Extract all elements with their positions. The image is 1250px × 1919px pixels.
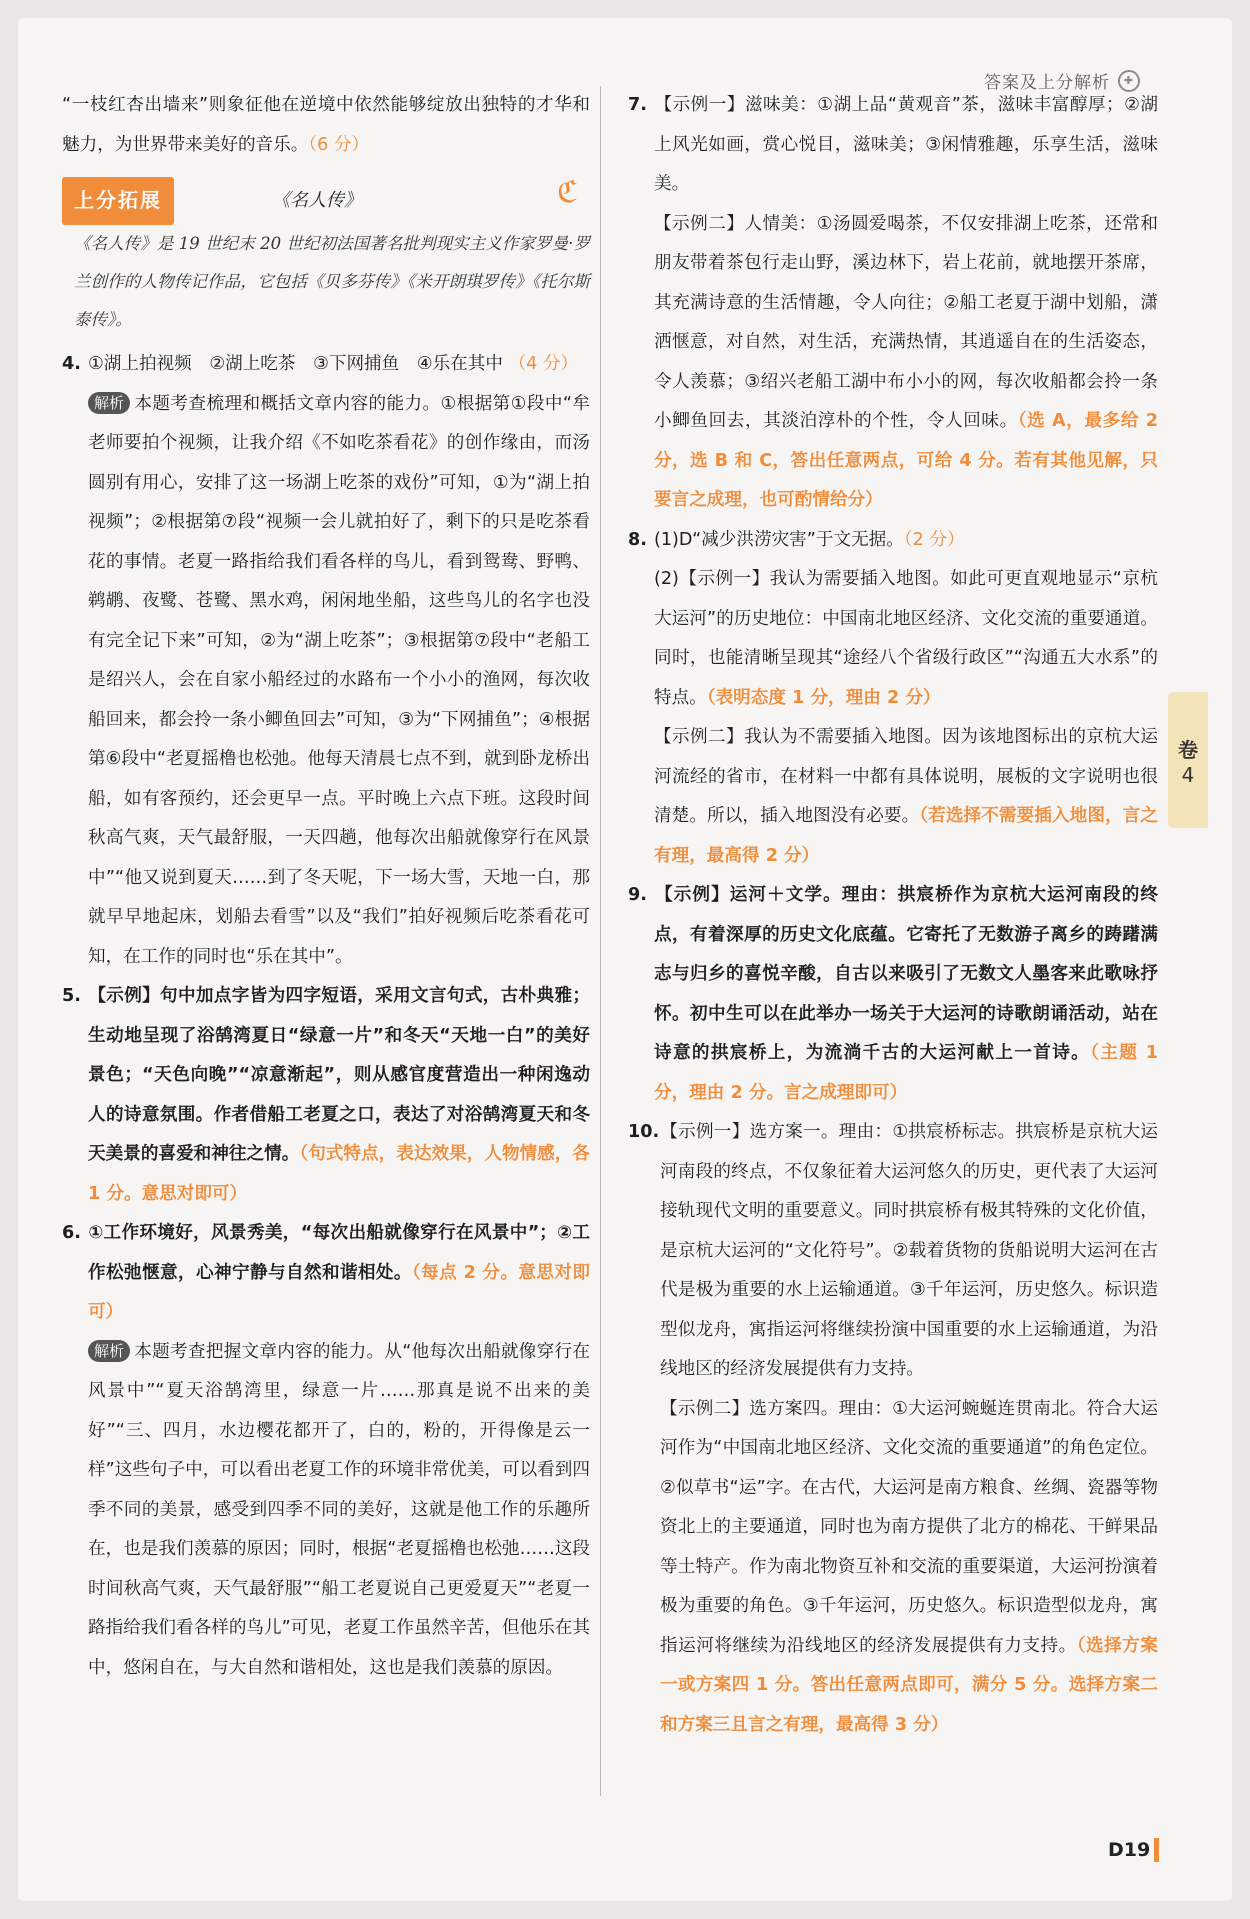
analysis-tag: 解析 [88, 392, 130, 414]
extension-text: 《名人传》是 19 世纪末 20 世纪初法国著名批判现实主义作家罗曼·罗兰创作的人物传记作品，它包括《贝多芬传》《米开朗琪罗传》《托尔斯泰传》。 [74, 234, 590, 329]
volume-label: 卷 [1178, 737, 1198, 762]
extension-header [62, 173, 590, 219]
question-4: 4. ①湖上拍视频 ②湖上吃茶 ③下网捕鱼 ④乐在其中 （4 分） [62, 354, 579, 374]
question-8-example-2: 【示例二】我认为不需要插入地图。因为该地图标出的京杭大运河流经的省市，在材料一中都有具体说明，展板的文字说明也很清楚。所以，插入地图没有必要。（若选择不需要插入地图，言之有理，最高得 2 分） [654, 727, 1158, 866]
analysis-tag: 解析 [88, 1340, 130, 1362]
volume-side-tab [1168, 692, 1208, 828]
volume-number: 4 [1181, 762, 1195, 787]
question-8: 8. (1)D“减少洪涝灾害”于文无据。（2 分） [628, 529, 965, 550]
header-title: 答案及上分解析 [984, 73, 1110, 93]
column-divider [600, 86, 601, 1796]
extension-book-title: 《名人传》 [272, 190, 362, 211]
extension-badge: 上分拓展 [62, 177, 174, 225]
swirl-icon: ℭ [556, 175, 578, 210]
page-number: D19 [1108, 1838, 1159, 1862]
right-column [628, 86, 1158, 1745]
question-6: 6. ①工作环境好，风景秀美，“每次出船就像穿行在风景中”；②工作松弛惬意，心神宁静与自然和谐相处。（每点 2 分。意思对即可） [62, 1223, 590, 1322]
continuation-paragraph: “一枝红杏出墙来”则象征他在逆境中依然能够绽放出独特的才华和魅力，为世界带来美好的音乐。（6 分） [62, 95, 590, 155]
question-8-part-2: (2)【示例一】我认为需要插入地图。如此可更直观地显示“京杭大运河”的历史地位：中国南北地区经济、文化交流的重要通道。同时，也能清晰呈现其“途经八个省级行政区”“沟通五大水系”的特点。（表明态度 1 分，理由 2 分） [654, 569, 1158, 708]
left-column [62, 86, 590, 1688]
question-6-analysis: 解析 本题考查把握文章内容的能力。从“他每次出船就像穿行在风景中”“夏天浴鹄湾里，绿意一片……那真是说不出来的美好”“三、四月，水边樱花都开了，白的，粉的，开得像是云一样”这些句子中，可以看出老夏工作的环境非常优美，可以看到四季不同的美景，感受到四季不同的美好，这就是他工作的乐趣所在，也是我们羡慕的原因；同时，根据“老夏摇橹也松弛……这段时间秋高气爽，天气最舒服”“船工老夏说自己更爱夏天”“老夏一路指给我们看各样的鸟儿”可见，老夏工作虽然辛苦，但他乐在其中，悠闲自在，与大自然和谐相处，这也是我们羡慕的原因。 [88, 1341, 590, 1678]
question-4-analysis: 解析 本题考查梳理和概括文章内容的能力。①根据第①段中“牟老师要拍个视频，让我介绍《不如吃茶看花》的创作缘由，而汤圆别有用心，安排了这一场湖上吃茶的戏份”可知，①为“湖上拍视频”；②根据第⑦段“视频一会儿就拍好了，剩下的只是吃茶看花的事情。老夏一路指给我们看各样的鸟儿，看到鸳鸯、野鸭、鹈鹕、夜鹭、苍鹭、黑水鸡，闲闲地坐船，这些鸟儿的名字也没有完全记下来”可知，②为“湖上吃茶”；③根据第⑦段中“老船工是绍兴人，会在自家小船经过的水路布一个小小的渔网，每次收船回来，都会拎一条小鲫鱼回去”可知，③为“下网捕鱼”；④根据第⑥段中“老夏摇橹也松弛。他每天清晨七点不到，就到卧龙桥出船，如有客预约，还会更早一点。平时晚上六点下班。这段时间秋高气爽，天气最舒服，一天四趟，他每次出船就像穿行在风景中”“他又说到夏天……到了冬天呢，下一场大雪，天地一白，那就早早地起床，划船去看雪”以及“我们”拍好视频后吃茶看花可知，在工作的同时也“乐在其中”。 [88, 393, 590, 967]
question-7: 7. 【示例一】滋味美：①湖上品“黄观音”茶，滋味丰富醇厚；②湖上风光如画，赏心悦目，滋味美；③闲情雅趣，乐享生活，滋味美。 [628, 95, 1158, 194]
question-7-example-2: 【示例二】人情美：①汤圆爱喝茶，不仅安排湖上吃茶，还常和朋友带着茶包行走山野，溪边林下，岩上花前，就地摆开茶席，其充满诗意的生活情趣，令人向往；②船工老夏于湖中划船，潇洒惬意，对自然，对生活，充满热情，其逍遥自在的生活姿态，令人羡慕；③绍兴老船工湖中布小小的网，每次收船都会拎一条小鲫鱼回去，其淡泊淳朴的个性，令人回味。（选 A，最多给 2 分，选 B 和 C，答出任意两点，可给 4 分。若有其他见解，只要言之成理，也可酌情给分） [654, 213, 1158, 510]
question-10-example-2: 【示例二】选方案四。理由：①大运河蜿蜒连贯南北。符合大运河作为“中国南北地区经济、文化交流的重要通道”的角色定位。②似草书“运”字。在古代，大运河是南方粮食、丝绸、瓷器等物资北上的主要通道，同时也为南方提供了北方的棉花、干鲜果品等土特产。作为南北物资互补和交流的重要渠道，大运河扮演着极为重要的角色。③千年运河，历史悠久。标识造型似龙舟，寓指运河将继续为沿线地区的经济发展提供有力支持。（选择方案一或方案四 1 分。答出任意两点即可，满分 5 分。选择方案二和方案三且言之有理，最高得 3 分） [660, 1398, 1158, 1735]
plus-circle-icon: ✚ [1118, 70, 1140, 92]
question-9: 9. 【示例】运河＋文学。理由：拱宸桥作为京杭大运河南段的终点，有着深厚的历史文化底蕴。它寄托了无数游子离乡的踌躇满志与归乡的喜悦辛酸，自古以来吸引了无数文人墨客来此歌咏抒怀。初中生可以在此举办一场关于大运河的诗歌朗诵活动，站在诗意的拱宸桥上，为流淌千古的大运河献上一首诗。（主题 1 分，理由 2 分。言之成理即可） [628, 885, 1158, 1103]
page-number-bar [1154, 1838, 1159, 1862]
question-10: 10.【示例一】选方案一。理由：①拱宸桥标志。拱宸桥是京杭大运河南段的终点，不仅象征着大运河悠久的历史，更代表了大运河接轨现代文明的重要意义。同时拱宸桥有极其特殊的文化价值，是京杭大运河的“文化符号”。②载着货物的货船说明大运河在古代是极为重要的水上运输通道。③千年运河，历史悠久。标识造型似龙舟，寓指运河将继续扮演中国重要的水上运输通道，为沿线地区的经济发展提供有力支持。 [628, 1122, 1158, 1379]
question-5: 5. 【示例】句中加点字皆为四字短语，采用文言句式，古朴典雅；生动地呈现了浴鹄湾夏日“绿意一片”和冬天“天地一白”的美好景色；“天色向晚”“凉意渐起”，则从感官度营造出一种闲逸动人的诗意氛围。作者借船工老夏之口，表达了对浴鹄湾夏天和冬天美景的喜爱和神往之情。（句式特点，表达效果，人物情感，各 1 分。意思对即可） [62, 986, 590, 1204]
